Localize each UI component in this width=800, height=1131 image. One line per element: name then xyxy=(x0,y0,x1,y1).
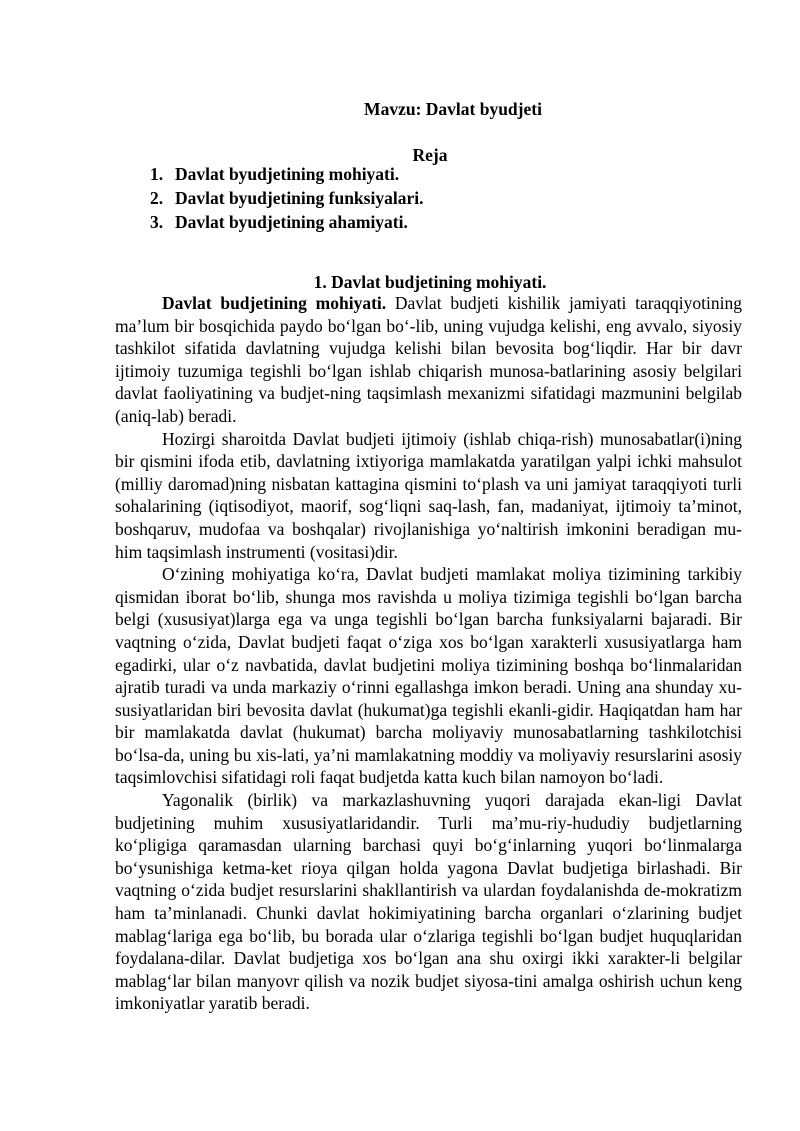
document-title: Mavzu: Davlat byudjeti xyxy=(364,99,542,119)
plan-list xyxy=(150,162,423,234)
plan-item-number: 1. xyxy=(150,164,164,184)
plan-item xyxy=(150,210,423,234)
plan-item xyxy=(150,162,423,186)
plan-item-text: Davlat byudjetining mohiyati. xyxy=(175,164,400,184)
paragraph xyxy=(115,563,742,789)
paragraph xyxy=(115,292,742,428)
plan-item xyxy=(150,186,423,210)
plan-heading: Reja xyxy=(412,145,448,165)
paragraph-text: Davlat budjeti kishilik jamiyati taraqqiyotining ma’lum bir bosqichida paydo bo‘lgan bo‘-lib, uning vujudga kelishi, eng avvalo, siyosiy tashkilot sifatida davlatning vujudga kelishi bilan bevosita bog‘liqdir. Har bir davr ijtimoiy tuzumiga tegishli bo‘lgan ishlab chiqarish munosa-batlarining asosiy belgilari davlat faoliyatining va budjet-ning taqsimlash mexanizmi sifatidagi mazmunini belgilab (aniq-lab) beradi. xyxy=(115,293,742,426)
paragraph-text: O‘zining mohiyatiga ko‘ra, Davlat budjeti mamlakat moliya tizimining tarkibiy qismidan iborat bo‘lib, shunga mos ravishda u moliya tizimiga tegishli bo‘lgan barcha belgi (xususiyat)larga ega va unga tegishli bo‘lgan barcha funksiyalarni bajaradi. Bir vaqtning o‘zida, Davlat budjeti faqat o‘ziga xos bo‘lgan xarakterli xususiyatlarga ham egadirki, ular o‘z navbatida, davlat budjetini moliya tizimining boshqa bo‘linmalaridan ajratib turadi va unda markaziy o‘rinni egallashga imkon beradi. Uning ana shunday xu-susiyatlaridan biri bevosita davlat (hukumat)ga tegishli ekanli-gidir. Haqiqatdan ham har bir mamlakatda davlat (hukumat) barcha moliyaviy munosabatlarning tashkilotchisi bo‘lsa-da, uning bu xis-lati, ya’ni mamlakatning moddiy va moliyaviy resurslarini asosiy taqsimlovchisi sifatidagi roli faqat budjetda katta kuch bilan namoyon bo‘ladi. xyxy=(115,564,742,788)
plan-item-text: Davlat byudjetining funksiyalari. xyxy=(175,188,424,208)
plan-item-number: 3. xyxy=(150,212,164,232)
paragraph-text: Hozirgi sharoitda Davlat budjeti ijtimoiy (ishlab chiqa-rish) munosabatlar(i)ning bir qismini ifoda etib, davlatning ixtiyoriga mamlakatda yaratilgan yalpi ichki mahsulot (milliy daromad)ning nisbatan kattagina qismini to‘plash va uni jamiyat taraqqiyoti turli sohalarining (iqtisodiyot, maorif, sog‘liqni saq-lash, fan, madaniyat, ijtimoiy ta’minot, boshqaruv, mudofaa va boshqalar) rivojlanishiga yo‘naltirish imkonini beradigan mu-him taqsimlash instrumenti (vositasi)dir. xyxy=(115,428,742,562)
paragraph-lead: Davlat budjetining mohiyati. xyxy=(162,293,387,313)
plan-item-number: 2. xyxy=(150,188,164,208)
paragraph-text: Yagonalik (birlik) va markazlashuvning yuqori darajada ekan-ligi Davlat budjetining muhim xususiyatlaridandir. Turli ma’mu-riy-hududiy budjetlarning ko‘pligiga qaramasdan ularning barchasi quyi bo‘g‘inlarning yuqori bo‘linmalarga bo‘ysunishiga ketma-ket rioya qilgan holda yagona Davlat budjetiga birlashadi. Bir vaqtning o‘zida budjet resurslarini shakllantirish va ulardan foydalanishda de-mokratizm ham ta’minlanadi. Chunki davlat hokimiyatining barcha organlari o‘zlarining budjet mablag‘lariga ega bo‘lib, bu borada ular o‘zlariga tegishli bo‘lgan budjet huquqlaridan foydalana-dilar. Davlat budjetiga xos bo‘lgan ana shu oxirgi ikki xarakter-li belgilar mablag‘lar bilan manyovr qilish va nozik budjet siyosa-tini amalga oshirish uchun keng imkoniyatlar yaratib beradi. xyxy=(115,790,742,1014)
plan-item-text: Davlat byudjetining ahamiyati. xyxy=(175,212,408,232)
paragraph xyxy=(115,789,742,1015)
paragraph xyxy=(115,428,742,564)
body-text xyxy=(115,292,742,1015)
section-heading: 1. Davlat budjetining mohiyati. xyxy=(313,272,547,292)
